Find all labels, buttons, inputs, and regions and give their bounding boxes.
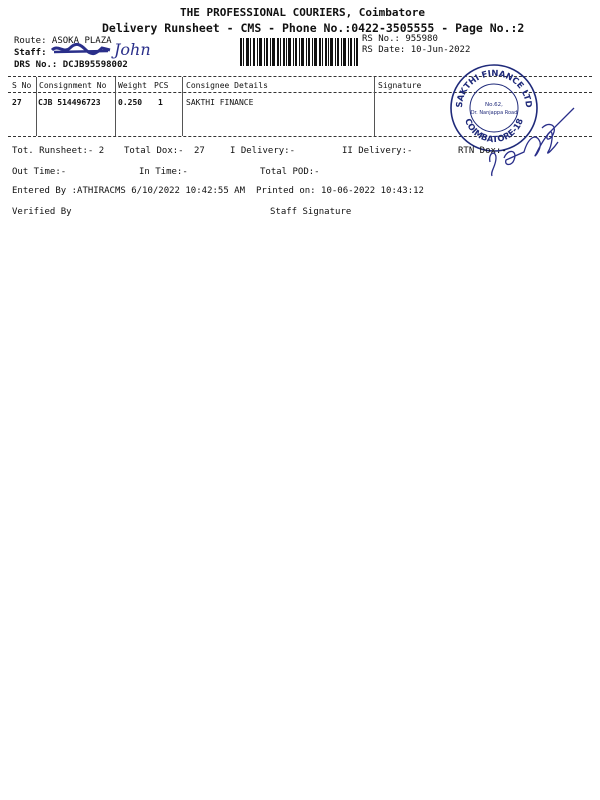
route-text: Route: ASOKA PLAZA	[14, 36, 112, 46]
staff-signature-label: Staff Signature	[270, 207, 352, 217]
entered-by: Entered By :ATHIRACMS 6/10/2022 10:42:55 AM	[12, 186, 245, 196]
header-signature: Signature	[378, 81, 422, 90]
staff-handwritten-name: John	[114, 40, 151, 59]
total-runsheet: Tot. Runsheet:- 2	[12, 146, 105, 156]
rs-date: RS Date: 10-Jun-2022	[362, 45, 471, 55]
column-divider	[115, 77, 116, 136]
in-time: In Time:-	[139, 167, 188, 177]
rtn-dox: RTN Dox:-	[458, 146, 507, 156]
row-consignee: SAKTHI FINANCE	[186, 98, 254, 107]
out-time: Out Time:-	[12, 167, 67, 177]
ii-delivery: II Delivery:-	[342, 146, 413, 156]
row-consignment: CJB 514496723	[38, 98, 101, 107]
total-dox-label: Total Dox:-	[124, 146, 184, 156]
stamp-address-line2: Dr. Nanjappa Road	[470, 110, 518, 116]
verified-by: Verified By	[12, 207, 72, 217]
runsheet-subtitle: Delivery Runsheet - CMS - Phone No.:0422-3505555 - Page No.:2	[102, 21, 525, 35]
header-weight: Weight	[118, 81, 147, 90]
company-title: THE PROFESSIONAL COURIERS, Coimbatore	[180, 6, 426, 19]
barcode-icon	[240, 38, 358, 66]
header-pcs: PCS	[154, 81, 169, 90]
rs-number: RS No.: 955980	[362, 34, 438, 44]
total-dox-value: 27	[194, 146, 205, 156]
row-weight: 0.250	[118, 98, 143, 107]
drs-number: DRS No.: DCJB95598002	[14, 60, 128, 70]
header-consignment: Consignment No	[39, 81, 107, 90]
row-sno: 27	[12, 98, 22, 107]
column-divider	[182, 77, 183, 136]
i-delivery: I Delivery:-	[230, 146, 296, 156]
total-pod: Total POD:-	[260, 167, 320, 177]
stamp-bottom-text: COIMBATORE-18	[462, 117, 526, 146]
stamp-top-text: SAKTHI FINANCE LTD	[454, 68, 534, 109]
column-divider	[36, 77, 37, 136]
stamp-address-line1: No.62,	[485, 102, 503, 108]
row-pcs: 1	[158, 98, 163, 107]
staff-label: Staff:	[14, 48, 47, 58]
redacted-scribble	[50, 42, 112, 56]
header-sno: S No	[12, 81, 32, 90]
printed-on: Printed on: 10-06-2022 10:43:12	[256, 186, 424, 196]
column-divider	[374, 77, 375, 136]
header-consignee: Consignee Details	[186, 81, 268, 90]
handwritten-signature	[484, 102, 594, 182]
